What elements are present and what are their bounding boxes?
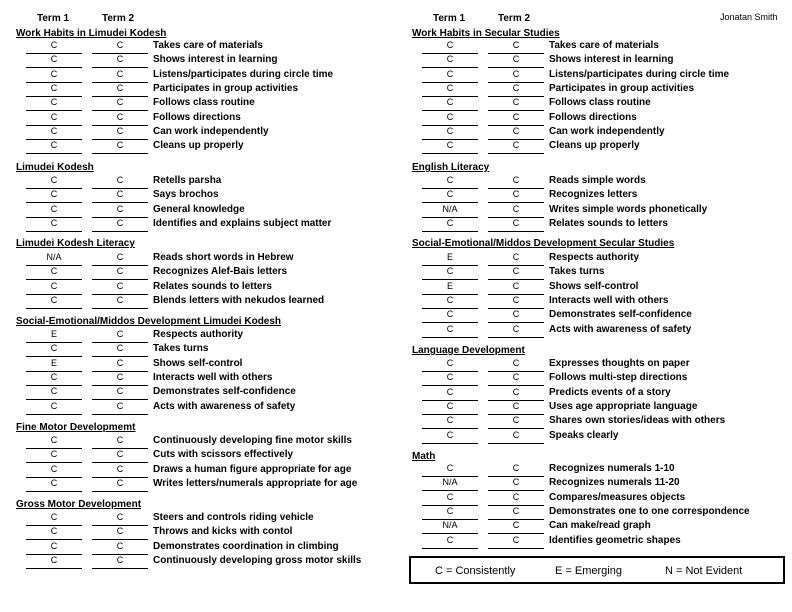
rating-row: [0, 40, 396, 54]
term-1-rating: C: [26, 449, 82, 463]
skill-description: Reads short words in Hebrew: [153, 252, 294, 263]
skill-description: Relates sounds to letters: [153, 280, 272, 292]
skill-description: Acts with awareness of safety: [549, 323, 692, 335]
skill-description: Takes care of materials: [549, 40, 659, 51]
skill-description: Predicts events of a story: [549, 386, 671, 398]
term-1-rating: C: [26, 218, 82, 232]
term-2-rating: C: [92, 126, 148, 140]
rating-row: [396, 97, 792, 111]
term-2-rating: C: [488, 218, 544, 232]
term-2-rating: C: [488, 112, 544, 126]
rating-row: [0, 112, 396, 126]
term-2-rating: C: [92, 512, 148, 526]
skill-description: Recognizes Alef-Bais letters: [153, 266, 288, 278]
rating-row: [396, 477, 792, 491]
term-1-rating: C: [422, 266, 478, 280]
rating-row: [0, 478, 396, 492]
term-2-rating: C: [488, 430, 544, 444]
term-1-rating: C: [422, 430, 478, 444]
term-1-header: Term 1: [37, 13, 70, 24]
skill-description: Respects authority: [549, 252, 640, 263]
legend-box: [409, 556, 785, 584]
skill-description: Listens/participates during circle time: [549, 68, 730, 80]
term-1-rating: C: [26, 401, 82, 415]
skill-description: General knowledge: [153, 203, 245, 215]
skill-description: Steers and controls riding vehicle: [153, 512, 314, 523]
term-2-rating: C: [92, 266, 148, 280]
skill-description: Can work independently: [153, 125, 269, 137]
rating-row: [396, 387, 792, 401]
rating-row: [0, 83, 396, 97]
skill-description: Identifies and explains subject matter: [153, 217, 332, 229]
term-2-rating: C: [488, 492, 544, 506]
skill-description: Shows interest in learning: [549, 54, 674, 66]
term-1-rating: C: [422, 324, 478, 338]
rating-row: [396, 189, 792, 203]
term-1-rating: C: [26, 512, 82, 526]
skill-description: Cleans up properly: [153, 140, 244, 152]
rating-row: [396, 415, 792, 429]
rating-row: [0, 281, 396, 295]
skill-description: Participates in group activities: [153, 82, 299, 94]
rating-row: [396, 492, 792, 506]
term-2-rating: C: [488, 506, 544, 520]
term-1-rating: C: [26, 54, 82, 68]
rating-row: [0, 189, 396, 203]
skill-description: Recognizes numerals 1-10: [549, 463, 675, 474]
term-2-rating: C: [488, 126, 544, 140]
rating-row: [0, 54, 396, 68]
rating-row: [0, 175, 396, 189]
rating-row: [396, 126, 792, 140]
term-1-rating: C: [422, 372, 478, 386]
skill-description: Draws a human figure appropriate for age: [153, 463, 352, 475]
term-2-rating: C: [92, 435, 148, 449]
term-1-rating: C: [26, 97, 82, 111]
rating-row: [396, 430, 792, 444]
skill-description: Participates in group activities: [549, 82, 695, 94]
legend-not-evident: N = Not Evident: [665, 565, 743, 577]
term-2-rating: C: [488, 309, 544, 323]
skill-description: Follows directions: [153, 111, 241, 123]
skill-description: Shows self-control: [549, 280, 639, 292]
term-1-rating: C: [26, 541, 82, 555]
skill-description: Demonstrates one to one correspondence: [549, 505, 750, 517]
term-1-rating: C: [26, 83, 82, 97]
rating-row: [396, 40, 792, 54]
term-2-rating: C: [488, 415, 544, 429]
term-2-rating: C: [488, 189, 544, 203]
term-2-rating: C: [488, 140, 544, 154]
rating-row: [0, 343, 396, 357]
skill-description: Shows interest in learning: [153, 54, 278, 66]
term-1-rating: C: [26, 69, 82, 83]
term-1-rating: C: [26, 112, 82, 126]
skill-description: Recognizes numerals 11-20: [549, 477, 680, 489]
skill-description: Uses age appropriate language: [549, 400, 698, 412]
skill-description: Listens/participates during circle time: [153, 68, 334, 80]
rating-row: [0, 555, 396, 569]
rating-row: [0, 401, 396, 415]
rating-row: [0, 372, 396, 386]
term-2-rating: C: [92, 54, 148, 68]
term-2-rating: C: [488, 520, 544, 534]
skill-description: Speaks clearly: [549, 429, 619, 441]
section-title: Social-Emotional/Middos Development Limudei Kodesh: [16, 316, 282, 327]
term-1-rating: C: [26, 266, 82, 280]
term-1-rating: C: [26, 40, 82, 54]
term-2-rating: C: [488, 266, 544, 280]
term-2-rating: C: [92, 189, 148, 203]
rating-row: [396, 281, 792, 295]
rating-row: [0, 204, 396, 218]
rating-row: [0, 266, 396, 280]
term-1-rating: N/A: [422, 477, 478, 491]
term-1-rating: N/A: [422, 520, 478, 534]
term-2-rating: C: [488, 252, 544, 266]
rating-row: [396, 218, 792, 232]
section-title: Work Habits in Limudei Kodesh: [16, 28, 167, 39]
term-2-header: Term 2: [498, 13, 531, 24]
skill-description: Cuts with scissors effectively: [153, 449, 294, 461]
term-1-rating: C: [26, 372, 82, 386]
skill-description: Follows class routine: [549, 97, 651, 109]
section-title: Limudei Kodesh Literacy: [16, 238, 135, 249]
term-2-rating: C: [92, 204, 148, 218]
skill-description: Relates sounds to letters: [549, 217, 668, 229]
term-2-rating: C: [92, 252, 148, 266]
rating-row: [396, 401, 792, 415]
skill-description: Takes care of materials: [153, 40, 263, 51]
term-2-rating: C: [488, 358, 544, 372]
term-2-rating: C: [92, 555, 148, 569]
term-2-rating: C: [92, 281, 148, 295]
term-2-rating: C: [488, 372, 544, 386]
skill-description: Identifies geometric shapes: [549, 534, 681, 546]
term-2-rating: C: [92, 541, 148, 555]
term-1-rating: C: [26, 464, 82, 478]
rating-row: [396, 204, 792, 218]
rating-row: [0, 526, 396, 540]
skill-description: Recognizes letters: [549, 189, 638, 201]
term-1-rating: C: [26, 343, 82, 357]
term-2-rating: C: [488, 477, 544, 491]
section-title: Social-Emotional/Middos Development Secular Studies: [412, 238, 675, 249]
rating-row: [0, 252, 396, 266]
skill-description: Writes simple words phonetically: [549, 203, 708, 215]
term-1-rating: E: [422, 252, 478, 266]
skill-description: Demonstrates coordination in climbing: [153, 540, 339, 552]
term-1-rating: C: [26, 386, 82, 400]
term-2-rating: C: [92, 526, 148, 540]
term-1-rating: C: [422, 358, 478, 372]
term-2-rating: C: [92, 464, 148, 478]
section-title: Fine Motor Developmemt: [16, 422, 136, 433]
term-1-rating: C: [422, 492, 478, 506]
rating-row: [396, 69, 792, 83]
term-2-rating: C: [92, 218, 148, 232]
term-1-rating: C: [422, 40, 478, 54]
skill-description: Writes letters/numerals appropriate for age: [153, 477, 358, 489]
term-1-rating: E: [26, 358, 82, 372]
section-title: Math: [412, 451, 436, 462]
term-2-rating: C: [488, 204, 544, 218]
rating-row: [396, 358, 792, 372]
term-1-rating: C: [422, 387, 478, 401]
term-2-rating: C: [92, 329, 148, 343]
rating-row: [396, 54, 792, 68]
term-1-rating: C: [422, 140, 478, 154]
term-2-rating: C: [92, 449, 148, 463]
skill-description: Interacts well with others: [549, 294, 669, 306]
term-1-rating: C: [422, 295, 478, 309]
rating-row: [396, 520, 792, 534]
skill-description: Can make/read graph: [549, 520, 651, 532]
rating-row: [0, 69, 396, 83]
skill-description: Takes turns: [549, 266, 605, 278]
term-1-rating: C: [26, 435, 82, 449]
term-2-rating: C: [92, 343, 148, 357]
skill-description: Follows class routine: [153, 97, 255, 109]
rating-row: [0, 97, 396, 111]
term-1-rating: E: [26, 329, 82, 343]
term-1-rating: C: [422, 69, 478, 83]
skill-description: Shows self-control: [153, 357, 243, 369]
term-1-rating: C: [422, 463, 478, 477]
term-2-header: Term 2: [102, 13, 135, 24]
term-1-rating: N/A: [422, 204, 478, 218]
term-1-rating: C: [26, 295, 82, 309]
term-2-rating: C: [488, 69, 544, 83]
term-1-rating: C: [422, 112, 478, 126]
term-1-rating: C: [422, 218, 478, 232]
rating-row: [396, 535, 792, 549]
term-1-rating: C: [422, 175, 478, 189]
skill-description: Throws and kicks with contol: [153, 526, 293, 538]
rating-row: [396, 112, 792, 126]
term-1-rating: C: [422, 506, 478, 520]
rating-row: [396, 463, 792, 477]
term-2-rating: C: [92, 401, 148, 415]
term-2-rating: C: [92, 295, 148, 309]
term-2-rating: C: [488, 281, 544, 295]
skill-description: Blends letters with nekudos learned: [153, 294, 325, 306]
rating-row: [0, 386, 396, 400]
term-2-rating: C: [92, 83, 148, 97]
term-2-rating: C: [92, 386, 148, 400]
rating-row: [396, 506, 792, 520]
term-2-rating: C: [92, 69, 148, 83]
skill-description: Follows directions: [549, 111, 637, 123]
term-1-rating: C: [26, 140, 82, 154]
skill-description: Continuously developing gross motor skills: [153, 554, 362, 566]
rating-row: [396, 175, 792, 189]
term-1-rating: C: [26, 126, 82, 140]
term-1-rating: C: [26, 478, 82, 492]
term-2-rating: C: [488, 40, 544, 54]
rating-row: [396, 372, 792, 386]
rating-row: [396, 324, 792, 338]
skill-description: Compares/measures objects: [549, 491, 686, 503]
skill-description: Shares own stories/ideas with others: [549, 415, 726, 427]
term-1-rating: C: [26, 175, 82, 189]
term-2-rating: C: [488, 535, 544, 549]
term-1-rating: C: [422, 126, 478, 140]
rating-row: [396, 309, 792, 323]
term-1-rating: C: [422, 189, 478, 203]
term-2-rating: C: [488, 324, 544, 338]
rating-row: [0, 449, 396, 463]
skill-description: Can work independently: [549, 125, 665, 137]
rating-row: [396, 140, 792, 154]
term-1-rating: E: [422, 281, 478, 295]
rating-row: [0, 541, 396, 555]
skill-description: Says brochos: [153, 189, 219, 201]
term-1-rating: C: [422, 309, 478, 323]
term-2-rating: C: [488, 295, 544, 309]
term-2-rating: C: [488, 97, 544, 111]
rating-row: [0, 358, 396, 372]
term-2-rating: C: [488, 83, 544, 97]
skill-description: Takes turns: [153, 343, 209, 355]
term-1-rating: C: [422, 535, 478, 549]
legend-consistently: C = Consistently: [435, 565, 516, 577]
term-2-rating: C: [92, 140, 148, 154]
term-1-rating: C: [422, 83, 478, 97]
skill-description: Retells parsha: [153, 175, 222, 186]
rating-row: [0, 126, 396, 140]
term-1-rating: C: [26, 189, 82, 203]
rating-row: [0, 464, 396, 478]
term-2-rating: C: [92, 358, 148, 372]
term-2-rating: C: [92, 372, 148, 386]
rating-row: [396, 295, 792, 309]
term-1-rating: C: [26, 526, 82, 540]
skill-description: Interacts well with others: [153, 371, 273, 383]
term-2-rating: C: [488, 175, 544, 189]
term-2-rating: C: [92, 97, 148, 111]
section-title: Language Development: [412, 345, 525, 356]
skill-description: Acts with awareness of safety: [153, 400, 296, 412]
term-2-rating: C: [92, 175, 148, 189]
section-title: Work Habits in Secular Studies: [412, 28, 560, 39]
term-1-rating: C: [422, 54, 478, 68]
term-2-rating: C: [488, 54, 544, 68]
term-1-rating: C: [26, 204, 82, 218]
term-2-rating: C: [488, 401, 544, 415]
skill-description: Demonstrates self-confidence: [153, 386, 296, 398]
term-1-header: Term 1: [433, 13, 466, 24]
term-1-rating: C: [26, 281, 82, 295]
term-2-rating: C: [92, 40, 148, 54]
term-2-rating: C: [488, 463, 544, 477]
rating-row: [0, 295, 396, 309]
rating-row: [396, 252, 792, 266]
skill-description: Cleans up properly: [549, 140, 640, 152]
student-name: Jonatan Smith: [720, 12, 778, 22]
legend-emerging: E = Emerging: [555, 565, 622, 577]
term-1-rating: C: [422, 97, 478, 111]
section-title: Limudei Kodesh: [16, 162, 94, 173]
term-1-rating: N/A: [26, 252, 82, 266]
rating-row: [396, 266, 792, 280]
rating-row: [0, 140, 396, 154]
skill-description: Expresses thoughts on paper: [549, 358, 690, 369]
rating-row: [0, 435, 396, 449]
rating-row: [0, 329, 396, 343]
rating-row: [0, 218, 396, 232]
rating-row: [0, 512, 396, 526]
term-2-rating: C: [92, 478, 148, 492]
section-title: English Literacy: [412, 162, 490, 173]
skill-description: Follows multi-step directions: [549, 372, 688, 384]
term-2-rating: C: [92, 112, 148, 126]
term-2-rating: C: [488, 387, 544, 401]
skill-description: Respects authority: [153, 329, 244, 340]
skill-description: Reads simple words: [549, 175, 646, 186]
skill-description: Continuously developing fine motor skills: [153, 435, 352, 446]
term-1-rating: C: [422, 415, 478, 429]
rating-row: [396, 83, 792, 97]
section-title: Gross Motor Development: [16, 499, 142, 510]
skill-description: Demonstrates self-confidence: [549, 309, 692, 321]
term-1-rating: C: [422, 401, 478, 415]
term-1-rating: C: [26, 555, 82, 569]
